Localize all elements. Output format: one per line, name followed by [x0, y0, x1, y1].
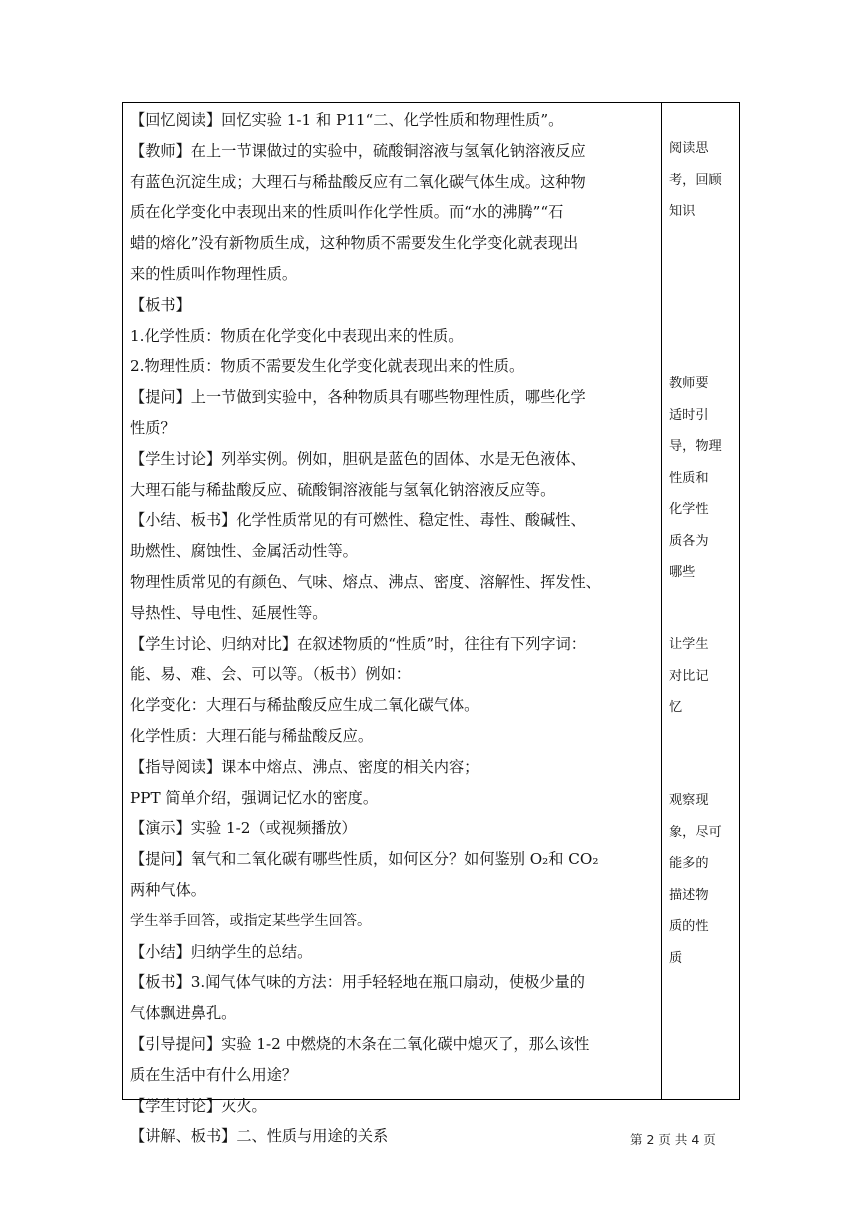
content-line: 来的性质叫作物理性质。: [130, 264, 298, 283]
side-note-line: 观察现: [669, 793, 709, 808]
side-note-line: 对比记: [669, 668, 709, 684]
content-line: 质在生活中有什么用途？: [130, 1065, 298, 1084]
side-note-line: 质各为: [669, 533, 709, 549]
content-line: 【学生讨论、归纳对比】在叙述物质的“性质”时，往往有下列字词：: [130, 634, 586, 653]
content-line: 【提问】氧气和二氧化碳有哪些性质，如何区分？如何鉴别 O₂和 CO₂: [130, 850, 599, 869]
content-line: 2.物理性质：物质不需要发生化学变化就表现出来的性质。: [130, 357, 525, 376]
content-line: 能、易、难、会、可以等。（板书）例如：: [130, 665, 411, 684]
content-line: 质在化学变化中表现出来的性质叫作化学性质。而“水的沸腾”“石: [130, 203, 564, 222]
side-note-line: 忆: [669, 700, 683, 715]
teaching-content-column: [130, 105, 660, 1152]
side-note-line: 描述物: [669, 887, 709, 903]
side-note-line: 化学性: [669, 502, 709, 517]
side-note-line: 哪些: [669, 565, 696, 580]
page-number-footer: 第 2 页 共 4 页: [630, 1132, 716, 1147]
side-note-line: 质的性: [669, 919, 709, 934]
side-note-line: 导，物理: [669, 439, 722, 454]
content-line: 气体飘进鼻孔。: [130, 1004, 237, 1023]
side-note-line: 考，回顾: [669, 172, 722, 188]
content-line: 1.化学性质：物质在化学变化中表现出来的性质。: [130, 326, 464, 345]
side-note-line: 性质和: [669, 470, 709, 486]
content-line: 物理性质常见的有颜色、气味、熔点、沸点、密度、溶解性、挥发性、: [130, 572, 601, 591]
side-note-line: 象，尽可: [669, 824, 722, 840]
content-line: 【提问】上一节做到实验中，各种物质具有哪些物理性质，哪些化学: [130, 388, 586, 407]
content-line: 【演示】实验 1-2（或视频播放）: [130, 819, 357, 838]
side-note-2: [669, 368, 739, 589]
content-line: 【板书】: [130, 295, 191, 314]
content-line: 学生举手回答，或指定某些学生回答。: [130, 912, 372, 929]
side-note-line: 适时引: [669, 407, 709, 423]
content-line: 【引导提问】实验 1-2 中燃烧的木条在二氧化碳中熄灭了，那么该性: [130, 1034, 590, 1053]
side-note-1: [669, 133, 739, 228]
content-line: 【讲解、板书】二、性质与用途的关系: [130, 1127, 389, 1146]
content-line: 【学生讨论】灭火。: [130, 1096, 267, 1115]
content-line: 【教师】在上一节课做过的实验中，硫酸铜溶液与氢氧化钠溶液反应: [130, 141, 586, 160]
content-line: 【小结、板书】化学性质常见的有可燃性、稳定性、毒性、酸碱性、: [130, 511, 586, 530]
content-line: 【回忆阅读】回忆实验 1-1 和 P11“二、化学性质和物理性质”。: [130, 111, 564, 129]
content-line: PPT 简单介绍，强调记忆水的密度。: [130, 788, 379, 807]
content-line: 化学变化：大理石与稀盐酸反应生成二氧化碳气体。: [130, 696, 480, 715]
side-note-3: [669, 629, 739, 724]
content-line: 【小结】归纳学生的总结。: [130, 942, 313, 961]
content-line: 【学生讨论】列举实例。例如，胆矾是蓝色的固体、水是无色液体、: [130, 449, 586, 468]
content-line: 化学性质：大理石能与稀盐酸反应。: [130, 726, 373, 745]
content-line: 助燃性、腐蚀性、金属活动性等。: [130, 542, 358, 561]
side-note-line: 阅读思: [669, 141, 709, 156]
side-note-line: 教师要: [669, 376, 709, 391]
content-line: 性质？: [130, 418, 176, 437]
content-line: 【板书】3.闻气体气味的方法：用手轻轻地在瓶口扇动，使极少量的: [130, 973, 585, 992]
side-note-line: 知识: [669, 204, 696, 219]
content-line: 蜡的熔化”没有新物质生成，这种物质不需要发生化学变化就表现出: [130, 234, 579, 253]
content-line: 大理石能与稀盐酸反应、硫酸铜溶液能与氢氧化钠溶液反应等。: [130, 480, 556, 499]
content-line: 有蓝色沉淀生成；大理石与稀盐酸反应有二氧化碳气体生成。这种物: [130, 172, 586, 191]
content-line: 两种气体。: [130, 880, 206, 899]
column-divider: [661, 103, 662, 1099]
content-line: 导热性、导电性、延展性等。: [130, 603, 328, 622]
side-note-line: 质: [669, 950, 683, 966]
content-line: 【指导阅读】课本中熔点、沸点、密度的相关内容；: [130, 757, 480, 776]
side-note-line: 让学生: [669, 637, 709, 652]
side-note-line: 能多的: [669, 856, 709, 871]
side-note-4: [669, 785, 739, 974]
